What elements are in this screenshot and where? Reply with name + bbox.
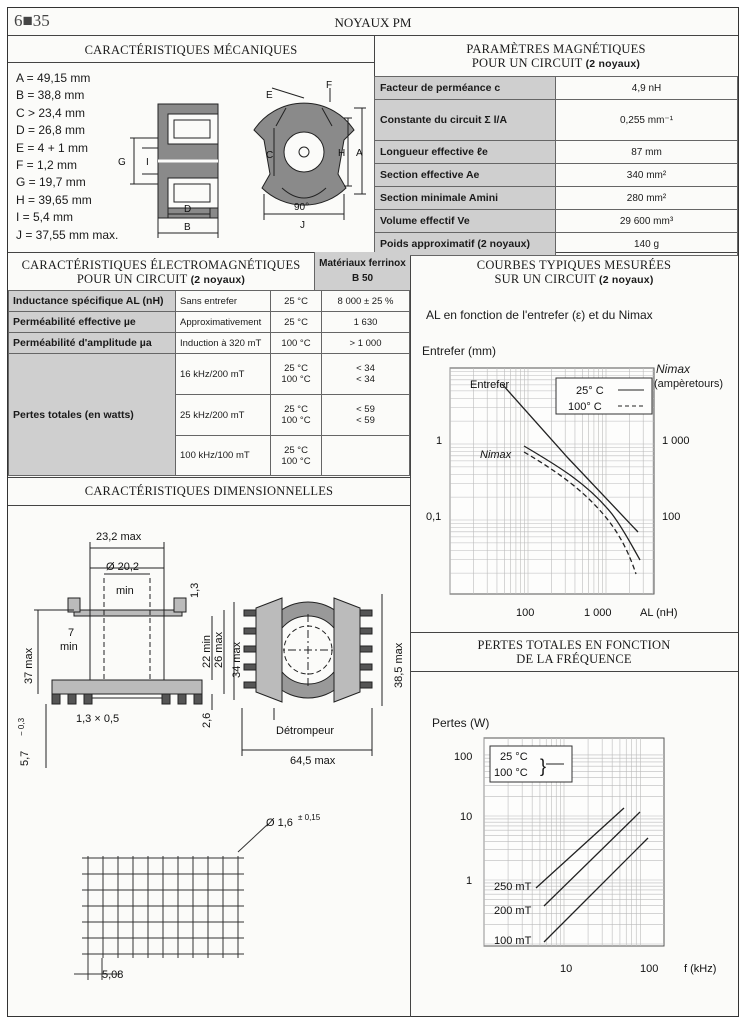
- dim-7: 7: [68, 627, 75, 639]
- x-tick-100: 100: [640, 963, 659, 975]
- dimension-j: J = 37,55 mm max.: [16, 227, 119, 242]
- legend-brace: }: [540, 756, 547, 776]
- table-row: 100 kHz/100 mT 25 °C 100 °C: [9, 436, 410, 476]
- core-mechanical-drawing: [104, 68, 372, 246]
- label-c: C: [266, 150, 274, 161]
- label-j: J: [300, 220, 305, 231]
- keying-label: Détrompeur: [276, 725, 335, 737]
- label-f: F: [326, 80, 333, 91]
- x-tick-10: 10: [560, 963, 573, 975]
- table-row: Section minimale Amini 280 mm²: [375, 187, 738, 210]
- dimension-g: G = 19,7 mm: [16, 175, 86, 190]
- curve-label-100: 100 mT: [494, 935, 532, 947]
- dim-37-max: 37 max: [23, 647, 35, 684]
- section-title-electromagnetic: CARACTÉRISTIQUES ÉLECTROMAGNÉTIQUES POUR UN CIRCUIT (2 noyaux): [21, 258, 301, 286]
- losses-x-axis-label: f (kHz): [684, 963, 717, 975]
- label-h: H: [338, 148, 346, 159]
- losses-chart: [418, 728, 736, 988]
- material-header: Matériaux ferrinox B 50: [314, 252, 410, 290]
- dim-2-6: 2,6: [201, 712, 213, 728]
- legend-25: 25° C: [576, 385, 604, 397]
- legend-100: 100 °C: [494, 767, 528, 779]
- table-row: Section effective Ae 340 mm²: [375, 164, 738, 187]
- curves-subtitle: AL en fonction de l'entrefer (ε) et du Nimax: [426, 308, 653, 322]
- left-axis-label: Entrefer (mm): [422, 344, 497, 358]
- dim-38-5-max: 38,5 max: [393, 642, 405, 688]
- table-row: 25 kHz/200 mT 25 °C 100 °C < 59 < 59: [9, 395, 410, 436]
- hole-tolerance: ± 0,15: [298, 813, 321, 822]
- y-tick-100: 100: [454, 751, 473, 763]
- curve-label-200: 200 mT: [494, 905, 532, 917]
- curve-label-nimax: Nimax: [480, 449, 512, 461]
- x-tick-1000: 1 000: [584, 607, 612, 619]
- label-a: A: [356, 148, 363, 159]
- table-row: Pertes totales (en watts) 16 kHz/200 mT 25 °C 100 °C < 34 < 34: [9, 354, 410, 395]
- divider: [410, 252, 411, 1017]
- y-tick-left-01: 0,1: [426, 511, 442, 523]
- dimension-i: I = 5,4 mm: [16, 210, 74, 225]
- table-row: Perméabilité effective µe Approximativement 25 °C 1 630: [9, 312, 410, 333]
- pin-grid: [82, 856, 244, 958]
- magnetic-table: [374, 76, 738, 256]
- datasheet-page: [7, 7, 739, 1017]
- divider: [8, 62, 374, 63]
- coil-former-drawing: [12, 518, 406, 778]
- table-row: Volume effectif Ve 29 600 mm³: [375, 210, 738, 233]
- y-tick-1: 1: [466, 875, 473, 887]
- section-title-magnetic: PARAMÈTRES MAGNÉTIQUES POUR UN CIRCUIT (2 noyaux): [466, 42, 646, 70]
- dimension-h: H = 39,65 mm: [16, 192, 92, 207]
- dim-64-5-max: 64,5 max: [290, 755, 336, 767]
- divider: [410, 671, 738, 672]
- dim-26-max: 26 max: [213, 631, 225, 668]
- page-title: NOYAUX PM: [334, 15, 412, 30]
- table-row: Longueur effective ℓe 87 mm: [375, 141, 738, 164]
- divider: [8, 35, 738, 36]
- section-title-dimensional: CARACTÉRISTIQUES DIMENSIONNELLES: [84, 484, 334, 498]
- dim-22-min: 22 min: [201, 634, 213, 668]
- label-i: I: [146, 157, 149, 168]
- divider: [410, 632, 738, 633]
- divider: [8, 505, 410, 506]
- dimension-f: F = 1,2 mm: [16, 158, 78, 173]
- curve-label-entrefer: Entrefer: [470, 379, 510, 391]
- al-chart: [418, 354, 736, 620]
- x-axis-label: AL (nH): [640, 607, 678, 619]
- curve-label-250: 250 mT: [494, 881, 532, 893]
- dim-min-label: min: [116, 585, 134, 597]
- section-title-curves: COURBES TYPIQUES MESURÉES SUR UN CIRCUIT (2 noyaux): [476, 258, 672, 286]
- label-b: B: [184, 222, 191, 233]
- table-row: Constante du circuit Σ l/A 0,255 mm⁻¹: [375, 100, 738, 141]
- dimension-e: E = 4 + 1 mm: [16, 140, 89, 155]
- table-row: Poids approximatif (2 noyaux) 140 g: [375, 233, 738, 256]
- y-tick-left-1: 1: [436, 435, 443, 447]
- section-title-losses: PERTES TOTALES EN FONCTION DE LA FRÉQUENCE: [477, 638, 671, 666]
- table-row: Facteur de perméance c 4,9 nH: [375, 77, 738, 100]
- dimension-a: A = 49,15 mm: [16, 71, 91, 85]
- right-axis-label: Nimax: [656, 362, 691, 376]
- electromagnetic-table: [8, 290, 410, 476]
- label-g: G: [118, 157, 126, 168]
- dim-1-3: 1,3: [189, 582, 201, 598]
- y-tick-right-100: 100: [662, 511, 681, 523]
- divider: [8, 477, 410, 478]
- dim-34-max: 34 max: [231, 641, 243, 678]
- dimension-b: B = 38,8 mm: [16, 88, 85, 103]
- table-row: Perméabilité d'amplitude µa Induction à 320 mT 100 °C > 1 000: [9, 333, 410, 354]
- dim-pin-size: 1,3 × 0,5: [76, 713, 120, 725]
- dim-inner-diameter: Ø 20,2: [106, 561, 140, 573]
- y-tick-right-1000: 1 000: [662, 435, 690, 447]
- dim-top-width: 23,2 max: [96, 531, 142, 543]
- x-tick-100: 100: [516, 607, 535, 619]
- label-d: D: [184, 204, 192, 215]
- legend-25: 25 °C: [500, 751, 528, 763]
- dim-min-label-2: min: [60, 641, 78, 653]
- section-title-mechanical: CARACTÉRISTIQUES MÉCANIQUES: [84, 43, 298, 57]
- pin-grid-drawing: [68, 808, 368, 988]
- right-axis-unit: (ampèretours): [654, 378, 724, 390]
- dim-5-7: 5,7: [19, 750, 31, 766]
- dimension-d: D = 26,8 mm: [16, 123, 86, 138]
- table-row: Inductance spécifique AL (nH) Sans entrefer 25 °C 8 000 ± 25 %: [9, 291, 410, 312]
- label-angle: 90°: [294, 202, 310, 213]
- legend-100: 100° C: [568, 401, 602, 413]
- dimension-c: C > 23,4 mm: [16, 105, 86, 120]
- label-e: E: [266, 90, 273, 101]
- page-number: 6■35: [14, 11, 50, 30]
- losses-y-axis-label: Pertes (W): [432, 716, 490, 730]
- hole-diameter: Ø 1,6: [266, 817, 293, 829]
- y-tick-10: 10: [460, 811, 473, 823]
- grid-pitch: 5,08: [102, 969, 124, 981]
- dim-5-7-tolerance: − 0,3: [17, 717, 26, 736]
